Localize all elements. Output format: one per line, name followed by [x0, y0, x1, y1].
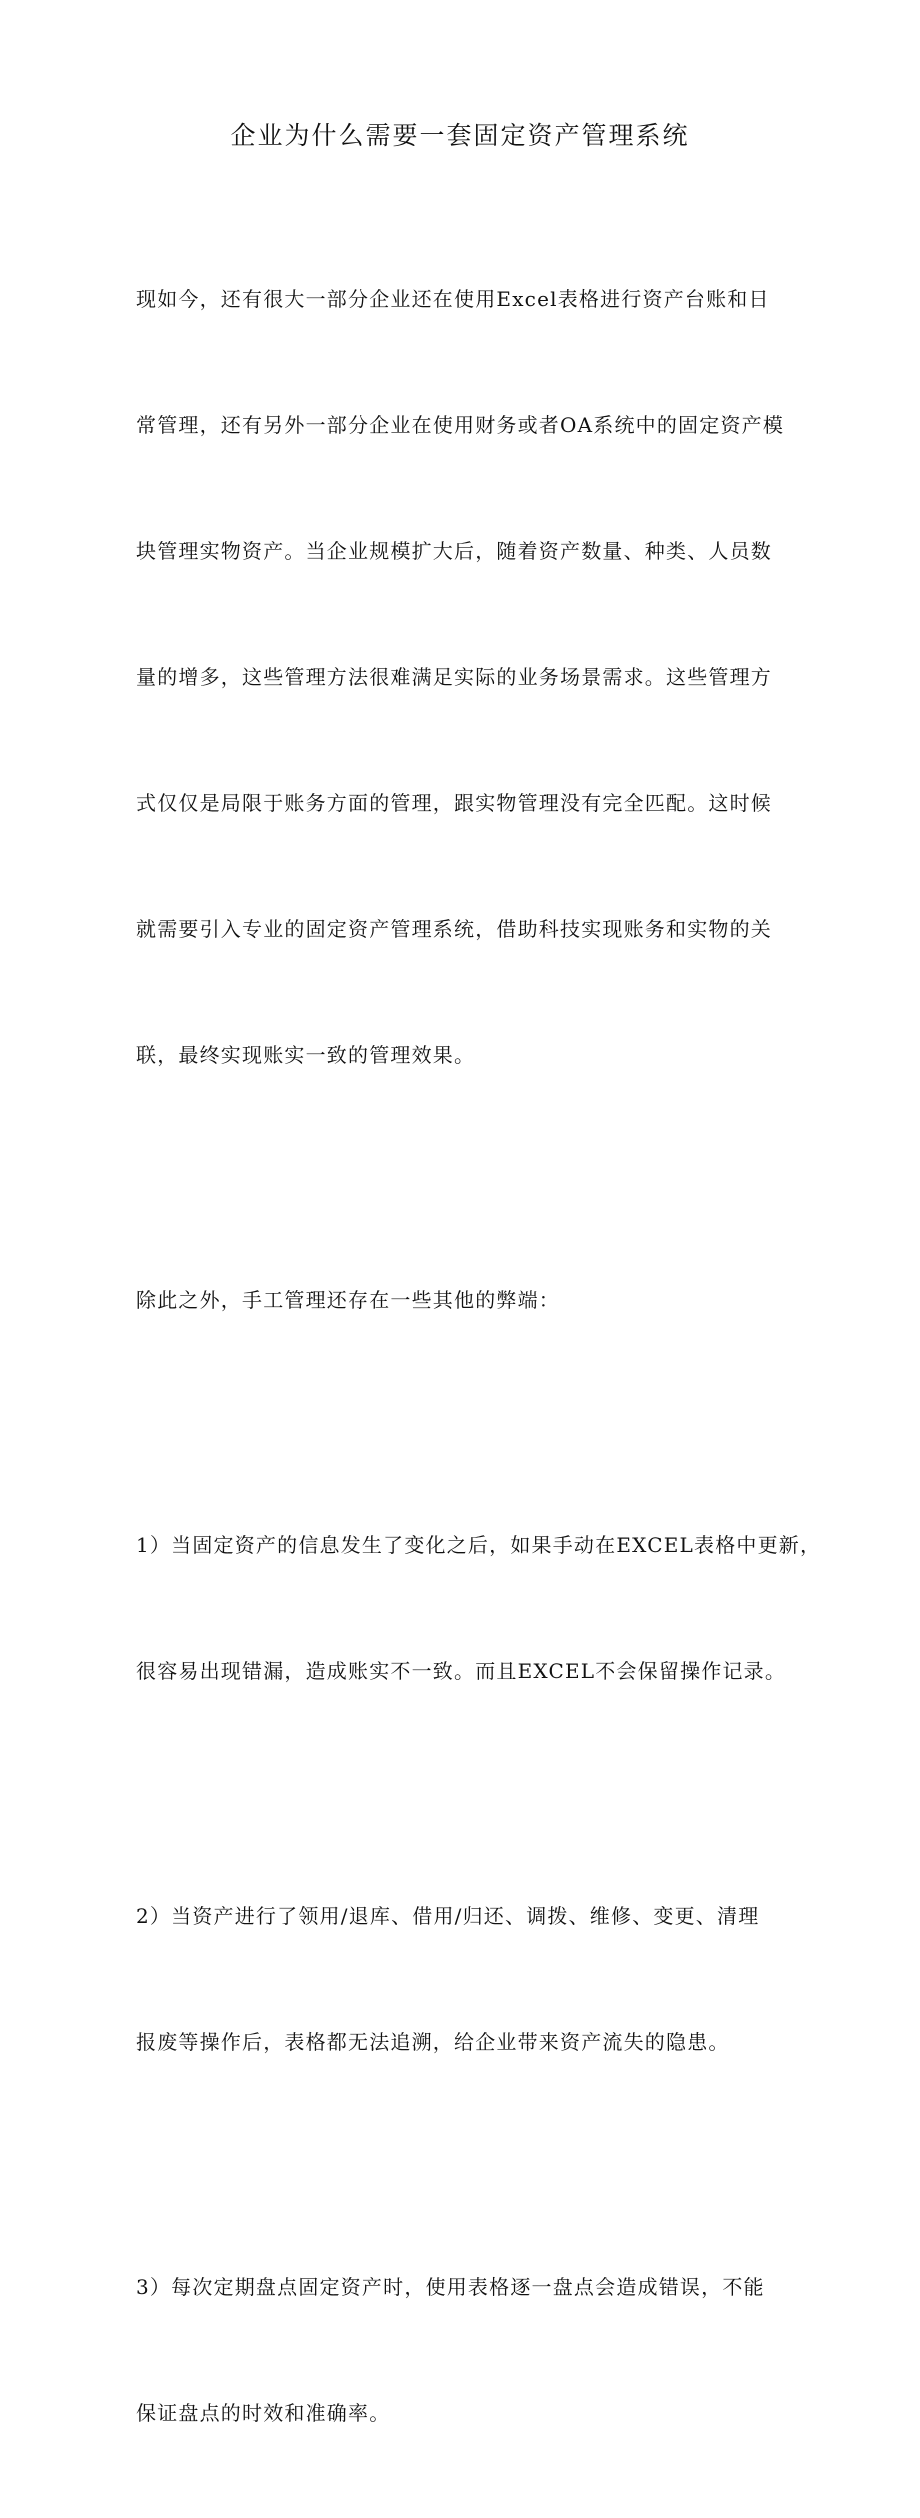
lead-line: 除此之外，手工管理还存在一些其他的弊端： — [136, 1288, 560, 1312]
item-line: 报废等操作后，表格都无法追溯，给企业带来资产流失的隐患。 — [136, 2030, 730, 2054]
intro-line: 现如今，还有很大一部分企业还在使用Excel表格进行资产台账和日 — [136, 287, 770, 311]
document-title: 企业为什么需要一套固定资产管理系统 — [230, 121, 690, 150]
intro-line: 式仅仅是局限于账务方面的管理，跟实物管理没有完全匹配。这时候 — [136, 791, 772, 815]
drawback-item-2 — [136, 1811, 804, 2147]
item-line: 2）当资产进行了领用/退库、借用/归还、调拨、维修、变更、清理 — [136, 1904, 760, 1928]
drawbacks-lead-paragraph — [136, 1195, 804, 1405]
document-body — [136, 194, 822, 2518]
item-line: 很容易出现错漏，造成账实不一致。而且EXCEL不会保留操作记录。 — [136, 1659, 787, 1683]
intro-line: 常管理，还有另外一部分企业在使用财务或者OA系统中的固定资产模 — [136, 413, 785, 437]
intro-line: 量的增多，这些管理方法很难满足实际的业务场景需求。这些管理方 — [136, 665, 772, 689]
intro-line: 就需要引入专业的固定资产管理系统，借助科技实现账务和实物的关 — [136, 917, 772, 941]
drawback-item-3 — [136, 2182, 804, 2518]
item-line: 1）当固定资产的信息发生了变化之后，如果手动在EXCEL表格中更新， — [136, 1533, 822, 1557]
intro-line: 块管理实物资产。当企业规模扩大后，随着资产数量、种类、人员数 — [136, 539, 772, 563]
item-line: 保证盘点的时效和准确率。 — [136, 2401, 391, 2425]
drawback-item-1 — [136, 1440, 822, 1776]
item-line: 3）每次定期盘点固定资产时，使用表格逐一盘点会造成错误，不能 — [136, 2275, 765, 2299]
intro-line: 联，最终实现账实一致的管理效果。 — [136, 1043, 476, 1067]
intro-paragraph — [136, 194, 804, 1160]
